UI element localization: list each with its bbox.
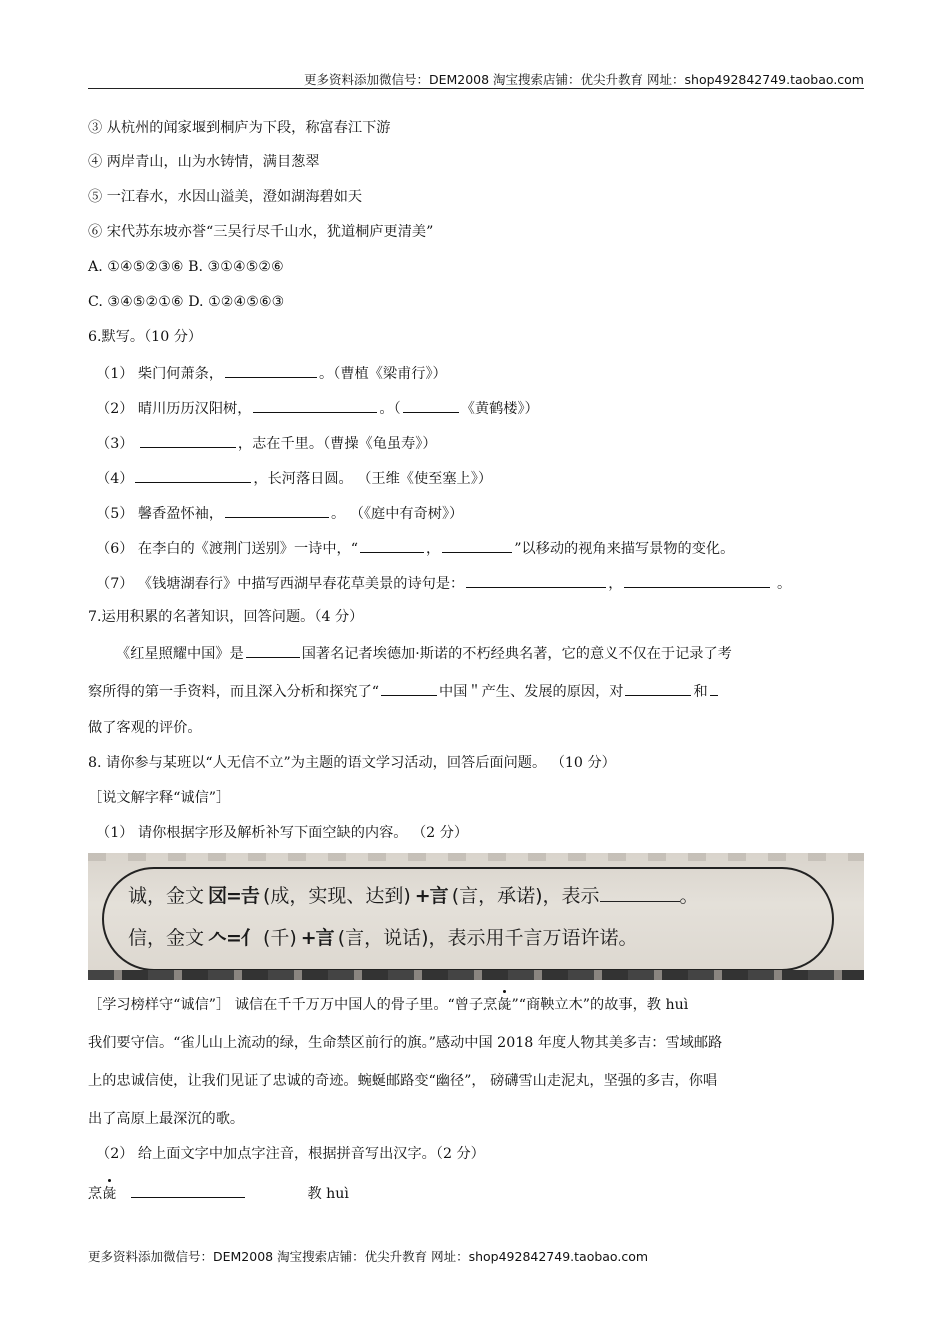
q7-paragraph-line-2: 察所得的第一手资料，而且深入分析和探究了“ 中国＂产生、发展的原因，对 和 — [88, 680, 864, 702]
question-7-title: 7.运用积累的名著知识，回答问题。（4 分） — [88, 609, 364, 625]
answer-blank[interactable] — [403, 397, 459, 413]
answer-blank[interactable] — [246, 642, 300, 658]
header-rule — [88, 88, 864, 89]
q7-paragraph-line-3: 做了客观的评价。 — [88, 720, 202, 736]
q8-paragraph-line-3: 上的忠诚信使，让我们见证了忠诚的奇迹。蜿蜒邮路变“幽径”， 磅礴雪山走泥丸，坚强的多吉，你唱 — [88, 1073, 718, 1089]
jinwen-glyph-qian: 𠆢=亻 — [208, 927, 259, 949]
q8-paragraph-line-4: 出了高原上最深沉的歌。 — [88, 1111, 245, 1127]
q8-subquestion-1: （1） 请你根据字形及解析补写下面空缺的内容。 （2 分） — [96, 825, 469, 841]
q6-item-4: （4） ，长河落日圆。 （王维《使至塞上》） — [96, 467, 872, 489]
answer-blank[interactable] — [381, 680, 437, 696]
jinwen-glyph-yan-2: +言 — [300, 927, 334, 949]
photo-bottom-edge — [88, 970, 864, 980]
dotted-character: 彘 — [102, 1186, 117, 1202]
q6-item-2: （2） 晴川历历汉阳树， 。（ 《黄鹤楼》） — [96, 397, 872, 419]
jinwen-glyph-yan: +言 — [414, 885, 448, 907]
answer-options-ab: A. ①④⑤②③⑥ B. ③①④⑤②⑥ — [88, 259, 284, 275]
q8-subquestion-2: （2） 给上面文字中加点字注音，根据拼音写出汉字。（2 分） — [96, 1146, 485, 1162]
answer-blank[interactable] — [253, 397, 377, 413]
photo-row-xin: 信，金文 𠆢=亻 (千) +言 (言，说话)，表示用千言万语许诺。 — [128, 923, 638, 950]
jinwen-glyph-cheng: 㘝=𠮷 — [208, 885, 259, 907]
q6-item-7: （7） 《钱塘湖春行》中描写西湖早春花草美景的诗句是： ， 。 — [96, 572, 872, 594]
option-line-6: ⑥ 宋代苏东坡亦誉“三吴行尽千山水，犹道桐庐更清美” — [88, 224, 434, 240]
photo-top-edge — [88, 853, 864, 861]
answer-blank[interactable] — [625, 680, 691, 696]
answer-blank[interactable] — [225, 502, 329, 518]
q8-section-shuowen: ［说文解字释“诚信”］ — [88, 790, 231, 806]
option-line-4: ④ 两岸青山，山为水铸情，满目葱翠 — [88, 154, 320, 170]
textbook-photo-excerpt — [88, 853, 864, 980]
q7-paragraph-line-1: 《红星照耀中国》是 国著名记者埃德加·斯诺的不朽经典名著，它的意义不仅在于记录了考 — [116, 642, 864, 664]
photo-row-cheng: 诚，金文 㘝=𠮷 (成，实现、达到) +言 (言，承诺)，表示 。 — [128, 881, 699, 908]
q6-item-6: （6） 在李白的《渡荆门送别》一诗中，“ ， ”以移动的视角来描写景物的变化。 — [96, 537, 872, 559]
answer-blank[interactable] — [131, 1182, 245, 1198]
answer-blank[interactable] — [710, 680, 718, 696]
answer-blank[interactable] — [135, 467, 251, 483]
answer-blank[interactable] — [360, 537, 424, 553]
q6-item-5: （5） 馨香盈怀袖， 。 （《庭中有奇树》） — [96, 502, 872, 524]
answer-blank[interactable] — [140, 432, 236, 448]
page-footer: 更多资料添加微信号：DEM2008 淘宝搜索店铺：优尖升教育 网址：shop492842749.taobao.com — [88, 1249, 649, 1264]
q6-item-3: （3） ，志在千里。（曹操《龟虽寿》） — [96, 432, 872, 454]
answer-blank[interactable] — [442, 537, 512, 553]
q8-answer-line: 烹彘 教 huì — [88, 1182, 864, 1204]
question-6-title: 6.默写。（10 分） — [88, 329, 203, 345]
option-line-5: ⑤ 一江春水，水因山溢美，澄如湖海碧如天 — [88, 189, 363, 205]
q8-paragraph-line-2: 我们要守信。“雀儿山上流动的绿，生命禁区前行的旗。”感动中国 2018 年度人物其美多吉：雪域邮路 — [88, 1035, 723, 1051]
question-8-title: 8. 请你参与某班以“人无信不立”为主题的语文学习活动，回答后面问题。 （10 分） — [88, 755, 616, 771]
photo-answer-blank[interactable] — [600, 885, 680, 902]
answer-options-cd: C. ③④⑤②①⑥ D. ①②④⑤⑥③ — [88, 294, 285, 310]
dotted-character: 彘 — [497, 997, 512, 1013]
option-line-3: ③ 从杭州的闻家堰到桐庐为下段，称富春江下游 — [88, 120, 391, 136]
answer-blank[interactable] — [466, 572, 606, 588]
answer-blank[interactable] — [225, 362, 317, 378]
page-header: 更多资料添加微信号：DEM2008 淘宝搜索店铺：优尖升教育 网址：shop492842749.taobao.com — [303, 72, 864, 87]
q8-paragraph-line-1: ［学习榜样守“诚信”］ 诚信在千千万万中国人的骨子里。“曾子烹彘”“商鞅立木”的故事，教 huì — [88, 997, 689, 1013]
q6-item-1: （1） 柴门何萧条， 。（曹植《梁甫行》） — [96, 362, 872, 384]
answer-blank[interactable] — [624, 572, 770, 588]
